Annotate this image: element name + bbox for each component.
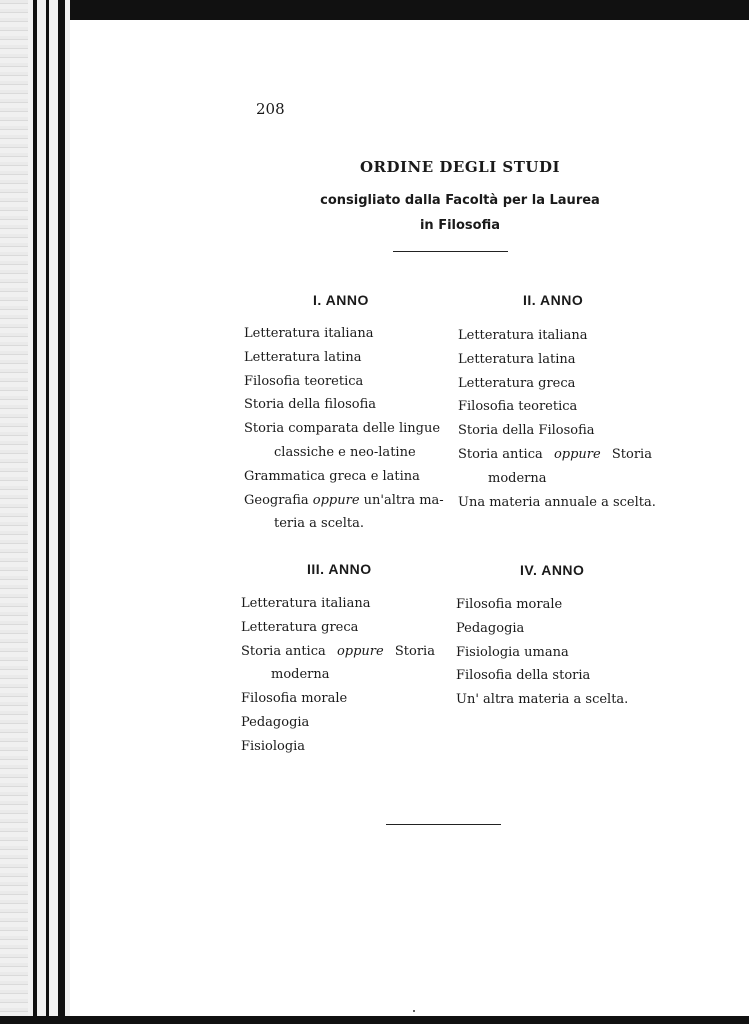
list-item: Fisiologia xyxy=(241,738,306,754)
list-item: Una materia annuale a scelta. xyxy=(458,494,656,510)
subject-text: Storia antica xyxy=(458,446,543,462)
year-4-heading: IV. ANNO xyxy=(520,562,585,578)
year-3-heading: III. ANNO xyxy=(307,561,372,577)
year-1-list xyxy=(244,322,444,536)
title-divider xyxy=(393,251,508,252)
oppure-word: oppure xyxy=(553,446,601,462)
subject-text: Storia antica xyxy=(241,643,326,659)
list-item-continuation: classiche e neo-latine xyxy=(274,444,416,460)
list-item: Letteratura greca xyxy=(458,375,576,391)
list-item: Grammatica greca e latina xyxy=(244,468,420,484)
list-item: Letteratura latina xyxy=(458,351,576,367)
scan-speck xyxy=(413,1010,415,1012)
list-item: Filosofia morale xyxy=(456,597,563,612)
binding-texture xyxy=(0,0,28,1024)
list-item xyxy=(458,443,652,467)
list-item: Fisiologia umana xyxy=(456,644,569,660)
book-binding xyxy=(0,0,70,1024)
list-item xyxy=(244,489,444,513)
page-number: 208 xyxy=(256,100,285,118)
subtitle-line-1: consigliato dalla Facoltà per la Laurea xyxy=(320,193,600,208)
binding-line xyxy=(46,0,49,1024)
list-item-continuation: moderna xyxy=(488,470,547,486)
list-item: Letteratura italiana xyxy=(458,328,588,343)
binding-line xyxy=(58,0,65,1024)
list-item: Letteratura italiana xyxy=(241,596,371,611)
list-item-continuation: moderna xyxy=(271,667,330,683)
subject-text: Geografia xyxy=(244,492,309,508)
list-item: Pedagogia xyxy=(456,620,525,636)
list-item: Filosofia teoretica xyxy=(244,373,364,389)
list-item: Storia della Filosofia xyxy=(458,423,595,439)
list-item: Letteratura greca xyxy=(241,619,359,635)
list-item: Filosofia morale xyxy=(241,691,348,707)
scan-top-edge xyxy=(0,0,749,20)
list-item: Letteratura italiana xyxy=(244,326,374,341)
list-item: Storia comparata delle lingue xyxy=(244,421,441,437)
year-1-heading: I. ANNO xyxy=(313,292,369,308)
list-item: Pedagogia xyxy=(241,714,310,730)
oppure-word: oppure xyxy=(312,492,360,508)
subject-text: Storia xyxy=(394,643,435,659)
list-item: Filosofia della storia xyxy=(456,668,591,684)
year-4-list xyxy=(456,593,650,712)
document-title: ORDINE DEGLI STUDI xyxy=(359,158,561,176)
oppure-word: oppure xyxy=(336,643,384,659)
end-divider xyxy=(386,824,501,825)
year-2-list xyxy=(458,324,656,514)
subject-text: un'altra ma- xyxy=(363,492,444,508)
scan-bottom-edge xyxy=(0,1016,749,1024)
list-item: Filosofia teoretica xyxy=(458,399,578,415)
list-item: Letteratura latina xyxy=(244,349,362,365)
year-3-list xyxy=(241,592,435,759)
list-item-continuation: teria a scelta. xyxy=(274,516,364,532)
subject-text: Storia xyxy=(611,446,652,462)
list-item: Un' altra materia a scelta. xyxy=(456,692,629,708)
binding-line xyxy=(33,0,37,1024)
year-2-heading: II. ANNO xyxy=(523,292,584,308)
list-item xyxy=(241,640,435,664)
subtitle-line-2: in Filosofia xyxy=(419,218,501,233)
list-item: Storia della filosofia xyxy=(244,397,376,413)
